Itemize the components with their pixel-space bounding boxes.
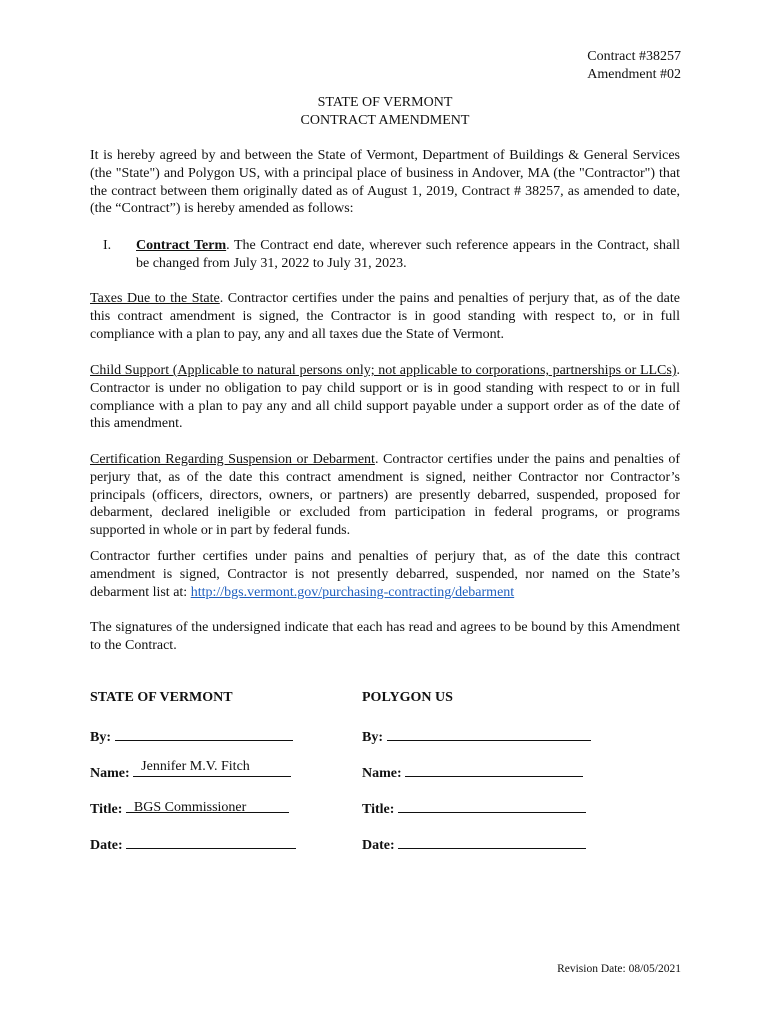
- item-text: . The Contract end date, wherever such reference appears in the Contract, shall be changed from July 31, 2022 to July 31, 2023.: [136, 238, 680, 271]
- debarment-heading: Certification Regarding Suspension or Debarment: [90, 452, 375, 467]
- right-title-row: [362, 798, 586, 818]
- right-by-label: By:: [362, 730, 383, 745]
- debarment-text: . Contractor certifies under the pains and penalties of perjury that, as of the date this contract amendment is signed, neither Contractor nor Contractor’s principals (officers, directors, owners, or partners) are presently debarred, suspended, proposed for debarment, declared ineligible or excluded from participation in federal programs, or programs supported in whole or in part by federal funds.: [90, 452, 680, 539]
- left-date-label: Date:: [90, 838, 123, 853]
- taxes-text: . Contractor certifies under the pains and penalties of perjury that, as of the date this contract amendment is signed, the Contractor is in good standing with respect to, or in full compliance with a plan to pay, any and all taxes due the State of Vermont.: [90, 291, 680, 342]
- left-title-row: [90, 798, 289, 818]
- left-date-line[interactable]: [126, 834, 296, 849]
- amendment-number: Amendment #02: [587, 67, 681, 82]
- left-by-label: By:: [90, 730, 111, 745]
- intro-paragraph: It is hereby agreed by and between the State of Vermont, Department of Buildings & General Services (the "State") and Polygon US, with a principal place of business in Andover, MA (the "Contractor") that the contract between them originally dated as of August 1, 2019, Contract # 38257, as amended to date, (the “Contract”) is hereby amended as follows:: [90, 148, 680, 217]
- right-name-line[interactable]: [405, 762, 583, 777]
- right-by-row: [362, 726, 591, 746]
- child-support-heading: Child Support (Applicable to natural persons only; not applicable to corporations, partnerships or LLCs): [90, 363, 677, 378]
- right-by-line[interactable]: [387, 726, 591, 741]
- left-party: STATE OF VERMONT: [90, 690, 233, 705]
- child-support-text: . Contractor is under no obligation to pay child support or is in good standing with respect to or in full compliance with a plan to pay any and all child support payable under a support order as of the date of this amendment.: [90, 363, 680, 432]
- left-by-line[interactable]: [115, 726, 293, 741]
- further-paragraph: [90, 548, 680, 601]
- revision-date: Revision Date: 08/05/2021: [557, 963, 681, 975]
- left-title-label: Title:: [90, 802, 123, 817]
- right-date-label: Date:: [362, 838, 395, 853]
- further-text: Contractor further certifies under pains and penalties of perjury that, as of the date this contract amendment is signed, Contractor is not presently debarred, suspended, nor named on the State’s debarment list at:: [90, 549, 680, 600]
- taxes-paragraph: [90, 290, 680, 343]
- title-line2: CONTRACT AMENDMENT: [300, 113, 470, 128]
- child-support-paragraph: [90, 362, 680, 433]
- right-name-label: Name:: [362, 766, 402, 781]
- debarment-link[interactable]: http://bgs.vermont.gov/purchasing-contracting/debarment: [190, 584, 515, 600]
- right-name-row: [362, 762, 583, 782]
- left-date-row: [90, 834, 296, 854]
- contract-number: Contract #38257: [587, 49, 681, 64]
- right-date-line[interactable]: [398, 834, 586, 849]
- item-title: Contract Term: [136, 238, 227, 253]
- left-name-label: Name:: [90, 766, 130, 781]
- item-contract-term: [136, 237, 680, 273]
- right-date-row: [362, 834, 586, 854]
- closing-paragraph: The signatures of the undersigned indicate that each has read and agrees to be bound by this Amendment to the Contract.: [90, 620, 680, 653]
- right-title-line[interactable]: [398, 798, 586, 813]
- left-title-line[interactable]: [126, 798, 289, 813]
- right-party: POLYGON US: [362, 690, 453, 705]
- left-title-value: BGS Commissioner: [133, 800, 247, 815]
- right-title-label: Title:: [362, 802, 395, 817]
- left-name-line[interactable]: [133, 759, 291, 777]
- left-name-value: Jennifer M.V. Fitch: [141, 759, 250, 774]
- title-line1: STATE OF VERMONT: [317, 95, 453, 110]
- taxes-heading: Taxes Due to the State: [90, 291, 220, 306]
- left-by-row: [90, 726, 293, 746]
- item-number: I.: [103, 238, 112, 253]
- left-name-row: [90, 759, 291, 782]
- debarment-paragraph: [90, 451, 680, 540]
